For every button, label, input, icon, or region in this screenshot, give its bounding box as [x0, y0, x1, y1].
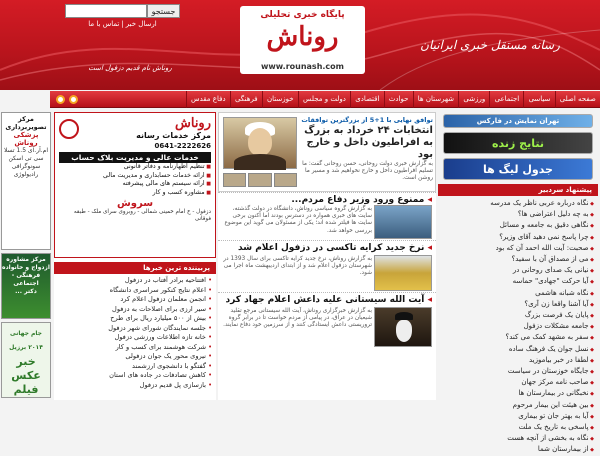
- search-input[interactable]: [65, 4, 147, 18]
- nav-item-culture[interactable]: فرهنگی: [230, 91, 262, 108]
- list-item[interactable]: ◆ نخبگانی در بیمارستان ها: [440, 389, 594, 399]
- list-item[interactable]: ◆ لطفا در خبر بیاموزید: [440, 356, 594, 366]
- ad-line: ام.آر.آی 1.5 تسلا: [3, 147, 49, 154]
- list-item[interactable]: ◆ جایگاه خوزستان در سیاست: [440, 367, 594, 377]
- ad-line: خبر: [16, 355, 36, 368]
- list-item[interactable]: • بیش از ۵۰۰ میلیارد ریال برای طرح: [56, 314, 212, 324]
- league-tables-banner[interactable]: جدول لیگ ها: [443, 158, 593, 180]
- list-item[interactable]: ◆ از بیمارستان شما: [440, 445, 594, 455]
- nav-item-government[interactable]: دولت و مجلس: [298, 91, 350, 108]
- nav-item-economy[interactable]: اقتصادی: [350, 91, 384, 108]
- contact-us-link[interactable]: تماس با ما: [88, 20, 120, 28]
- news-item: [218, 240, 436, 292]
- list-item[interactable]: ◆ آیا آشنا واقعا زن آری؟: [440, 300, 594, 310]
- list-item[interactable]: • کاهش تصادفات در جاده های استان: [56, 371, 212, 381]
- list-item[interactable]: ◆ آیا به بهتر جان تو بیماری: [440, 412, 594, 422]
- news-title[interactable]: ◂ نرخ جدید کرایه تاکسی در دزفول اعلام شد: [222, 243, 432, 253]
- news-summary: به گزارش روناش، نرخ جدید کرایه تاکسی برای سال 1393 در شهرستان دزفول اعلام شد و از ابتدای اردیبهشت ماه اجرا می شود.: [223, 256, 372, 277]
- list-item[interactable]: ◆ نیانی یک صدای روحانی در: [440, 266, 594, 276]
- list-item[interactable]: ◆ آیا حرکت "جهادی" حماسه: [440, 277, 594, 287]
- send-news-link[interactable]: ارسال خبر: [125, 20, 157, 28]
- list-item[interactable]: ◆ صحبت: آیت الله احمد آن که بود: [440, 244, 594, 254]
- nav-icon-group: [50, 95, 78, 104]
- news-item: [218, 292, 436, 348]
- list-item[interactable]: ◆ پایان یک فرصت بزرگ: [440, 311, 594, 321]
- list-item[interactable]: • شرکت هوشمند برای کسب و کار: [56, 343, 212, 353]
- list-item[interactable]: ◆ نگاه به بخشی از آنچه هست: [440, 434, 594, 444]
- site-logo[interactable]: [240, 6, 365, 74]
- list-item[interactable]: • گفتگو با دانشجوی ارزشمند: [56, 362, 212, 372]
- left-column: [54, 112, 216, 400]
- photo-detail: [234, 154, 286, 170]
- service-line: ■ ارائه سیستم های مالی پیشرفته: [59, 180, 211, 189]
- logo-tagline: پایگاه خبری تحلیلی: [260, 10, 345, 20]
- nav-item-khuzestan[interactable]: خوزستان: [262, 91, 298, 108]
- imaging-center-ad[interactable]: [1, 112, 51, 250]
- nav-item-cities[interactable]: شهرستان ها: [413, 91, 459, 108]
- editor-picks-header: پیشنهاد سردبیر: [438, 184, 598, 196]
- news-thumbnail[interactable]: [374, 307, 432, 347]
- list-item[interactable]: • سیر ارزی برای اصلاحات به دزفول: [56, 305, 212, 315]
- ad-line: مرکز مشاوره: [6, 256, 46, 263]
- news-thumbnail[interactable]: [374, 205, 432, 239]
- list-item[interactable]: ◆ نسل جوان یک فرهنگ ساده: [440, 345, 594, 355]
- hero-title[interactable]: انتخابات ۲۴ خرداد به بزرگ به افراطیون داخل و خارج بود: [304, 125, 433, 160]
- list-item[interactable]: ◆ بین هیئت این بیمار مرحوم: [440, 401, 594, 411]
- hero-summary: به گزارش خبری دولت روحانی، حسن روحانی گفت: ما تسلیم افراطیون داخل و خارج نخواهیم شد و مسیر ما روشن است.: [302, 161, 433, 181]
- hero-kicker: توافق نهایی با 1+5 از بزرگترین توافقات: [301, 116, 433, 124]
- news-item: [218, 192, 436, 240]
- ad-line: رادیولوژی: [13, 171, 39, 178]
- list-item[interactable]: • بازسازی پل قدیم دزفول: [56, 381, 212, 391]
- logo-name: روناش: [266, 22, 339, 52]
- photo-detail: [248, 128, 272, 156]
- hero-thumbnails: [223, 173, 297, 187]
- service-line: ■ مشاوره کسب و کار: [59, 189, 211, 198]
- main-navigation: [50, 91, 600, 108]
- service-line: ■ ارائه خدمات حسابداری و مدیریت مالی: [59, 172, 211, 181]
- center-column: [218, 112, 436, 400]
- right-column: [438, 112, 598, 454]
- list-item[interactable]: • خانه تازه اطلاعات ورزشی دزفول: [56, 333, 212, 343]
- ad-card-phone: 0641-2222626: [154, 142, 211, 150]
- services-ad-card[interactable]: [54, 112, 216, 258]
- thumbnail[interactable]: [248, 173, 271, 187]
- ad-card-services: [59, 163, 211, 197]
- list-item[interactable]: ◆ سفر به مشهد کمک می کند؟: [440, 333, 594, 343]
- ad-caption: جام جهانی ۲۰۱۴ برزیل: [9, 330, 43, 351]
- counseling-ad[interactable]: [1, 253, 51, 319]
- site-header: [0, 0, 600, 90]
- nav-item-social[interactable]: اجتماعی: [489, 91, 523, 108]
- thumbnail[interactable]: [223, 173, 246, 187]
- photo-detail: [395, 312, 413, 320]
- list-item[interactable]: ◆ می از مصداق آن با سفید؟: [440, 255, 594, 265]
- search-button[interactable]: جستجو: [147, 4, 180, 18]
- ad-line: سونوگرافی: [11, 163, 41, 170]
- ad-line: سی تی اسکن: [8, 155, 44, 162]
- far-left-ads: [0, 112, 52, 400]
- hero-photo[interactable]: [223, 117, 297, 169]
- list-item[interactable]: • جلسه نمایندگان شورای شهر دزفول: [56, 324, 212, 334]
- header-links: ارسال خبر|تماس با ما: [88, 20, 157, 28]
- logo-url: www.rounash.com: [261, 62, 344, 71]
- nav-spacer: [0, 91, 50, 108]
- ad-line: فرهنگی - اجتماعی: [11, 272, 41, 287]
- news-title[interactable]: ◂ آیت الله سیستانی علیه داعش اعلام جهاد کرد: [222, 295, 432, 305]
- list-item[interactable]: ◆ نگاهی دقیق به جامعه و مسائل: [440, 221, 594, 231]
- list-item[interactable]: • افتتاحیه برادر آفتاب در دزفول: [56, 276, 212, 286]
- editor-picks-list: [438, 196, 598, 456]
- forex-ad-banner[interactable]: تهران نمایش در فارکس: [443, 114, 593, 128]
- news-title[interactable]: ◂ ممنوع ورود وزیر دفاع مردم...: [222, 195, 432, 205]
- ad-line: عکس: [11, 369, 41, 382]
- ad-card-brand: سروش: [116, 198, 154, 209]
- ad-card-band: خدمات عالی و مدیریت بلاک حساب: [59, 152, 211, 163]
- ad-card-subtitle: مرکز خدمات رسانه: [136, 131, 211, 140]
- ad-logo-icon: [59, 119, 79, 139]
- ad-card-name: روناش: [174, 116, 211, 131]
- live-results-banner[interactable]: نتایج زنده: [443, 132, 593, 154]
- ad-line: فیلم: [13, 383, 39, 396]
- list-item[interactable]: • نیروی محور یک جوان دزفولی: [56, 352, 212, 362]
- news-summary: به گزارش خبرگزاری روناش، آیت الله سیستانی مرجع تقلید شیعیان در عراق، در پیامی از مردم خواست تا در برابر گروه تروریستی داعش ایستادگی کنند و از سرزمین خود دفاع نمایند.: [223, 308, 372, 329]
- home-icon[interactable]: [69, 95, 78, 104]
- nav-item-home[interactable]: صفحه اصلی: [555, 91, 600, 108]
- ad-line: ازدواج و خانواده: [2, 264, 50, 271]
- most-viewed-header: پربیننده ترین خبرها: [54, 262, 216, 274]
- list-item[interactable]: ◆ پاسخی به تاریخ یک ملت: [440, 423, 594, 433]
- list-item[interactable]: ◆ نگاه درباره عربی ناظر یک مدرسه: [440, 199, 594, 209]
- ad-line: مرکز تصویربرداری: [5, 115, 47, 131]
- news-summary: به گزارش گروه سیاسی روناش، دانشگاه در دولت گذشته، سایت های خبری همواره در دسترس بودند اما اکنون برخی سایت ها فیلتر شده اند؛ یکی از مسئولان می گوید این موضوع بررسی خواهد شد.: [224, 206, 372, 234]
- nav-item-holy-defense[interactable]: دفاع مقدس: [186, 91, 230, 108]
- nav-item-sports[interactable]: ورزشی: [458, 91, 489, 108]
- header-left-slogan: روناش نام قدیم دزفول است: [88, 64, 172, 72]
- nav-item-incidents[interactable]: حوادث: [384, 91, 413, 108]
- list-item[interactable]: ◆ صاحب نامه مرکز جهان: [440, 378, 594, 388]
- header-slogan: رسانه مستقل خبری ایرانیان: [420, 38, 560, 52]
- list-item[interactable]: ◆ جامعه مشکلات دزفول: [440, 322, 594, 332]
- rss-icon[interactable]: [56, 95, 65, 104]
- most-viewed-list: [54, 274, 216, 390]
- photo-detail: [396, 320, 412, 342]
- list-item[interactable]: ◆ نگاه شبانه هاشمی: [440, 289, 594, 299]
- list-item[interactable]: • انجمن معلمان دزفول اعلام کرد: [56, 295, 212, 305]
- news-photo-film-ad[interactable]: [1, 322, 51, 398]
- list-item[interactable]: ◆ به چه دلیل اعتراضی ها؟: [440, 210, 594, 220]
- ad-line: دکتر ...: [15, 288, 37, 295]
- list-item[interactable]: • اعلام نتایج کنکور سراسری دانشگاه: [56, 286, 212, 296]
- service-line: ■ تنظیم اظهارنامه و دفاتر قانونی: [59, 163, 211, 172]
- hero-story[interactable]: [218, 112, 436, 192]
- ad-card-address: دزفول - خ امام خمینی شمالی - روبروی سرای ملک - طبقه فوقانی: [73, 209, 211, 222]
- news-thumbnail[interactable]: [374, 255, 432, 291]
- list-item[interactable]: ◆ چرا پاسخ نمی دهید آقای وزیر؟: [440, 233, 594, 243]
- nav-item-political[interactable]: سیاسی: [523, 91, 554, 108]
- thumbnail[interactable]: [274, 173, 297, 187]
- ad-line: پزشکی روناش: [13, 131, 39, 147]
